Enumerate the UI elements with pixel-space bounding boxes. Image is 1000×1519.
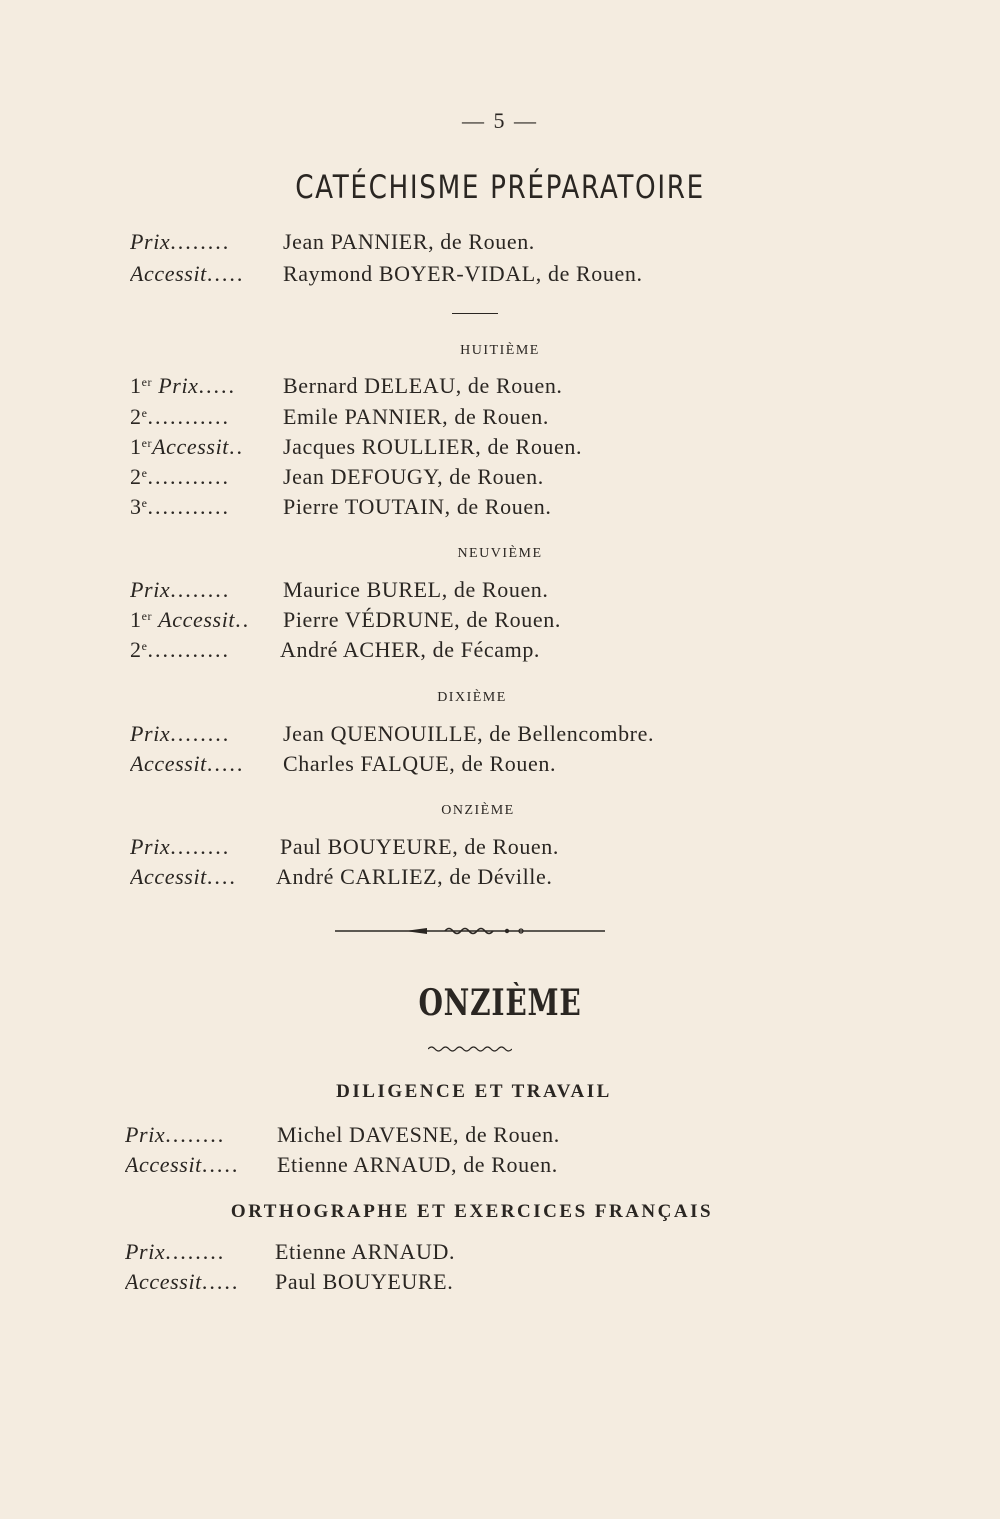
- subsection-title-diligence: DILIGENCE ET TRAVAIL: [336, 1081, 612, 1102]
- winner-name: Pierre VÉDRUNE, de Rouen.: [283, 607, 561, 632]
- winner-name: Etienne ARNAUD.: [275, 1239, 456, 1264]
- subsection-title-orthographe: ORTHOGRAPHE ET EXERCICES FRANÇAIS: [230, 1201, 714, 1222]
- winner-name: Paul BOUYEURE, de Rouen.: [280, 834, 559, 859]
- section-title-onzieme-small: ONZIÈME: [441, 803, 515, 818]
- section-title-neuvieme: NEUVIÈME: [457, 546, 543, 561]
- winner-name: Emile PANNIER, de Rouen.: [283, 404, 549, 429]
- winner-name: Maurice BUREL, de Rouen.: [283, 577, 549, 602]
- winner-name: André CARLIEZ, de Déville.: [276, 864, 553, 889]
- winner-name: Pierre TOUTAIN, de Rouen.: [283, 494, 552, 519]
- winner-name: Jean QUENOUILLE, de Bellencombre.: [283, 721, 655, 746]
- winner-name: Jean DEFOUGY, de Rouen.: [283, 464, 544, 489]
- winner-name: Jean PANNIER, de Rouen.: [283, 229, 535, 254]
- winner-name: Etienne ARNAUD, de Rouen.: [277, 1152, 558, 1177]
- winner-name: Bernard DELEAU, de Rouen.: [283, 373, 563, 398]
- ornament-divider: [335, 924, 605, 938]
- document-page: — 5 — CATÉCHISME PRÉPARATOIRE Prix........ Jean PANNIER, de Rouen. Accessit..... Raymond BOYER-VIDAL, de Rouen. HUITIÈME 1er Prix..... Bernard DELEAU, de Rouen. 2e........... Emile PANNIER, de Rouen. 1erAccessit.. Jacques ROULLIER, de Rouen. 2e........... Jean DEFOUGY, de Rouen. 3e........... Pierre TOUTAIN, de Rouen. NEUVIÈME Prix........ Maurice BUREL, de Rouen. 1er Accessit.. Pierre VÉDRUNE, de Rouen. 2e........... André ACHER, de Fécamp. DIXIÈME Prix........ Jean QUENOUILLE, de Bellencombre. Accessit..... Charles FALQUE, de Rouen. ONZIÈME Prix........ Paul BOUYEURE, de Rouen. Accessit.... André CARLIEZ, de Déville. ONZIÈME DILIGENCE ET TRAVAIL Prix........ Michel DAVESNE, de Rouen. Accessit..... Etienne ARNAUD, de Rouen. ORTHOGRAPHE ET EXERCICES FRANÇAIS Prix........ Etienne ARNAUD. Accessit..... Paul BOUYEURE.: [0, 0, 1000, 1519]
- winner-name: Michel DAVESNE, de Rouen.: [277, 1122, 560, 1147]
- section-title-catechisme: CATÉCHISME PRÉPARATOIRE: [295, 168, 705, 206]
- divider-rule: [452, 313, 498, 314]
- winner-name: Jacques ROULLIER, de Rouen.: [283, 434, 583, 459]
- section-title-huitieme: HUITIÈME: [460, 343, 540, 358]
- section-title-onzieme: ONZIÈME: [418, 982, 582, 1024]
- winner-name: Charles FALQUE, de Rouen.: [283, 751, 557, 776]
- page-number: — 5 —: [462, 108, 538, 133]
- winner-name: André ACHER, de Fécamp.: [280, 637, 541, 662]
- wavy-underline: [428, 1044, 512, 1054]
- section-title-dixieme: DIXIÈME: [437, 690, 507, 705]
- winner-name: Raymond BOYER-VIDAL, de Rouen.: [283, 261, 643, 286]
- winner-name: Paul BOUYEURE.: [275, 1269, 454, 1294]
